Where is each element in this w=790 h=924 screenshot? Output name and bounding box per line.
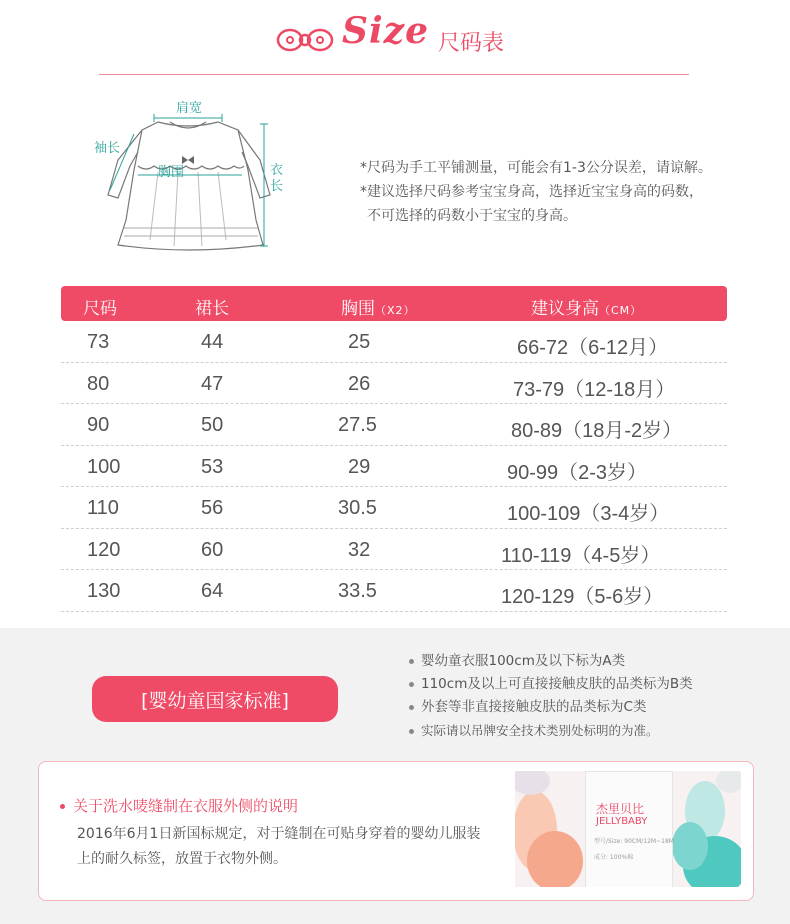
bullet-icon — [409, 682, 414, 687]
table-row — [61, 321, 727, 363]
cell-skirt: 53 — [201, 455, 224, 478]
table-row — [61, 570, 727, 612]
cell-size: 100 — [87, 455, 121, 478]
dress-measurement-diagram — [88, 100, 308, 260]
length-label-bottom: 长 — [270, 179, 284, 194]
bow-icon — [276, 27, 334, 53]
list-item: 110cm及以上可直接接触皮肤的品类标为B类 — [409, 673, 693, 696]
tag-brand: 杰里贝比 — [596, 802, 645, 816]
cell-chest: 27.5 — [338, 414, 377, 436]
care-tag — [585, 771, 673, 887]
standard-bullets — [409, 650, 693, 742]
cell-size: 80 — [87, 372, 110, 395]
cell-size: 130 — [87, 580, 121, 602]
header-height: 建议身高（CM） — [531, 299, 643, 319]
cell-skirt: 44 — [201, 331, 224, 353]
cell-size: 110 — [87, 497, 119, 519]
length-label-top: 衣 — [270, 163, 284, 178]
header — [0, 0, 790, 80]
cell-size: 90 — [87, 414, 110, 436]
list-item: 婴幼童衣服100cm及以下标为A类 — [409, 650, 693, 673]
table-row — [61, 487, 727, 529]
cell-skirt: 56 — [201, 497, 224, 519]
national-standard-button[interactable]: [婴幼童国家标准] — [92, 676, 338, 722]
cell-chest: 29 — [348, 455, 371, 478]
cell-chest: 25 — [348, 331, 371, 353]
header-skirt: 裙长 — [195, 299, 229, 319]
cell-chest: 26 — [348, 372, 371, 395]
size-table — [61, 286, 727, 612]
tag-material: 成分: 100%棉 — [594, 854, 634, 861]
bullet-icon — [60, 804, 65, 809]
table-row — [61, 363, 727, 405]
cell-skirt: 60 — [201, 538, 224, 561]
cell-chest: 30.5 — [338, 497, 377, 519]
cell-height: 120-129（5-6岁） — [501, 586, 664, 608]
tag-size: 型号/Size: 90CM/12M~18M — [594, 838, 674, 845]
list-item: 实际请以吊牌安全技术类别处标明的为准。 — [409, 719, 693, 742]
care-label-photo — [515, 771, 741, 887]
header-size: 尺码 — [83, 299, 117, 319]
table-row — [61, 446, 727, 488]
note-line: *建议选择尺码参考宝宝身高，选择近宝宝身高的码数， — [360, 184, 703, 200]
cell-size: 73 — [87, 331, 110, 353]
bullet-icon — [409, 705, 414, 710]
note-line: 不可选择的码数小于宝宝的身高。 — [367, 208, 577, 224]
header-divider — [99, 74, 689, 75]
table-header — [61, 286, 727, 321]
list-item: 外套等非直接接触皮肤的品类标为C类 — [409, 696, 693, 719]
care-label-title: 关于洗水唛缝制在衣服外侧的说明 — [60, 795, 298, 816]
note-line: *尺码为手工平铺测量，可能会有1-3公分误差，请谅解。 — [360, 160, 712, 176]
cell-height: 100-109（3-4岁） — [507, 503, 670, 525]
size-heading: Size — [342, 10, 430, 52]
sleeve-label: 袖长 — [94, 141, 121, 156]
bullet-icon — [409, 659, 414, 664]
cell-height: 73-79（12-18月） — [513, 378, 676, 401]
chest-label: 胸围 — [158, 165, 185, 180]
cell-skirt: 47 — [201, 372, 224, 395]
cell-height: 110-119（4-5岁） — [501, 544, 661, 567]
cell-height: 90-99（2-3岁） — [507, 461, 648, 484]
table-row — [61, 404, 727, 446]
cell-chest: 33.5 — [338, 580, 377, 602]
bullet-icon — [409, 729, 414, 734]
header-chest: 胸围（X2） — [341, 299, 416, 319]
size-notes — [360, 156, 712, 228]
cell-height: 80-89（18月-2岁） — [511, 420, 683, 442]
cell-height: 66-72（6-12月） — [517, 337, 669, 359]
table-row — [61, 529, 727, 571]
care-label-description: 2016年6月1日新国标规定，对于缝制在可贴身穿着的婴幼儿服装上的耐久标签，放置于衣物外侧。 — [77, 826, 481, 867]
page-title: 尺码表 — [438, 31, 505, 56]
cell-skirt: 50 — [201, 414, 224, 436]
cell-skirt: 64 — [201, 580, 224, 602]
tag-brand-en: JELLYBABY — [596, 816, 648, 827]
cell-size: 120 — [87, 538, 121, 561]
shoulder-label: 肩宽 — [176, 101, 203, 116]
cell-chest: 32 — [348, 538, 371, 561]
